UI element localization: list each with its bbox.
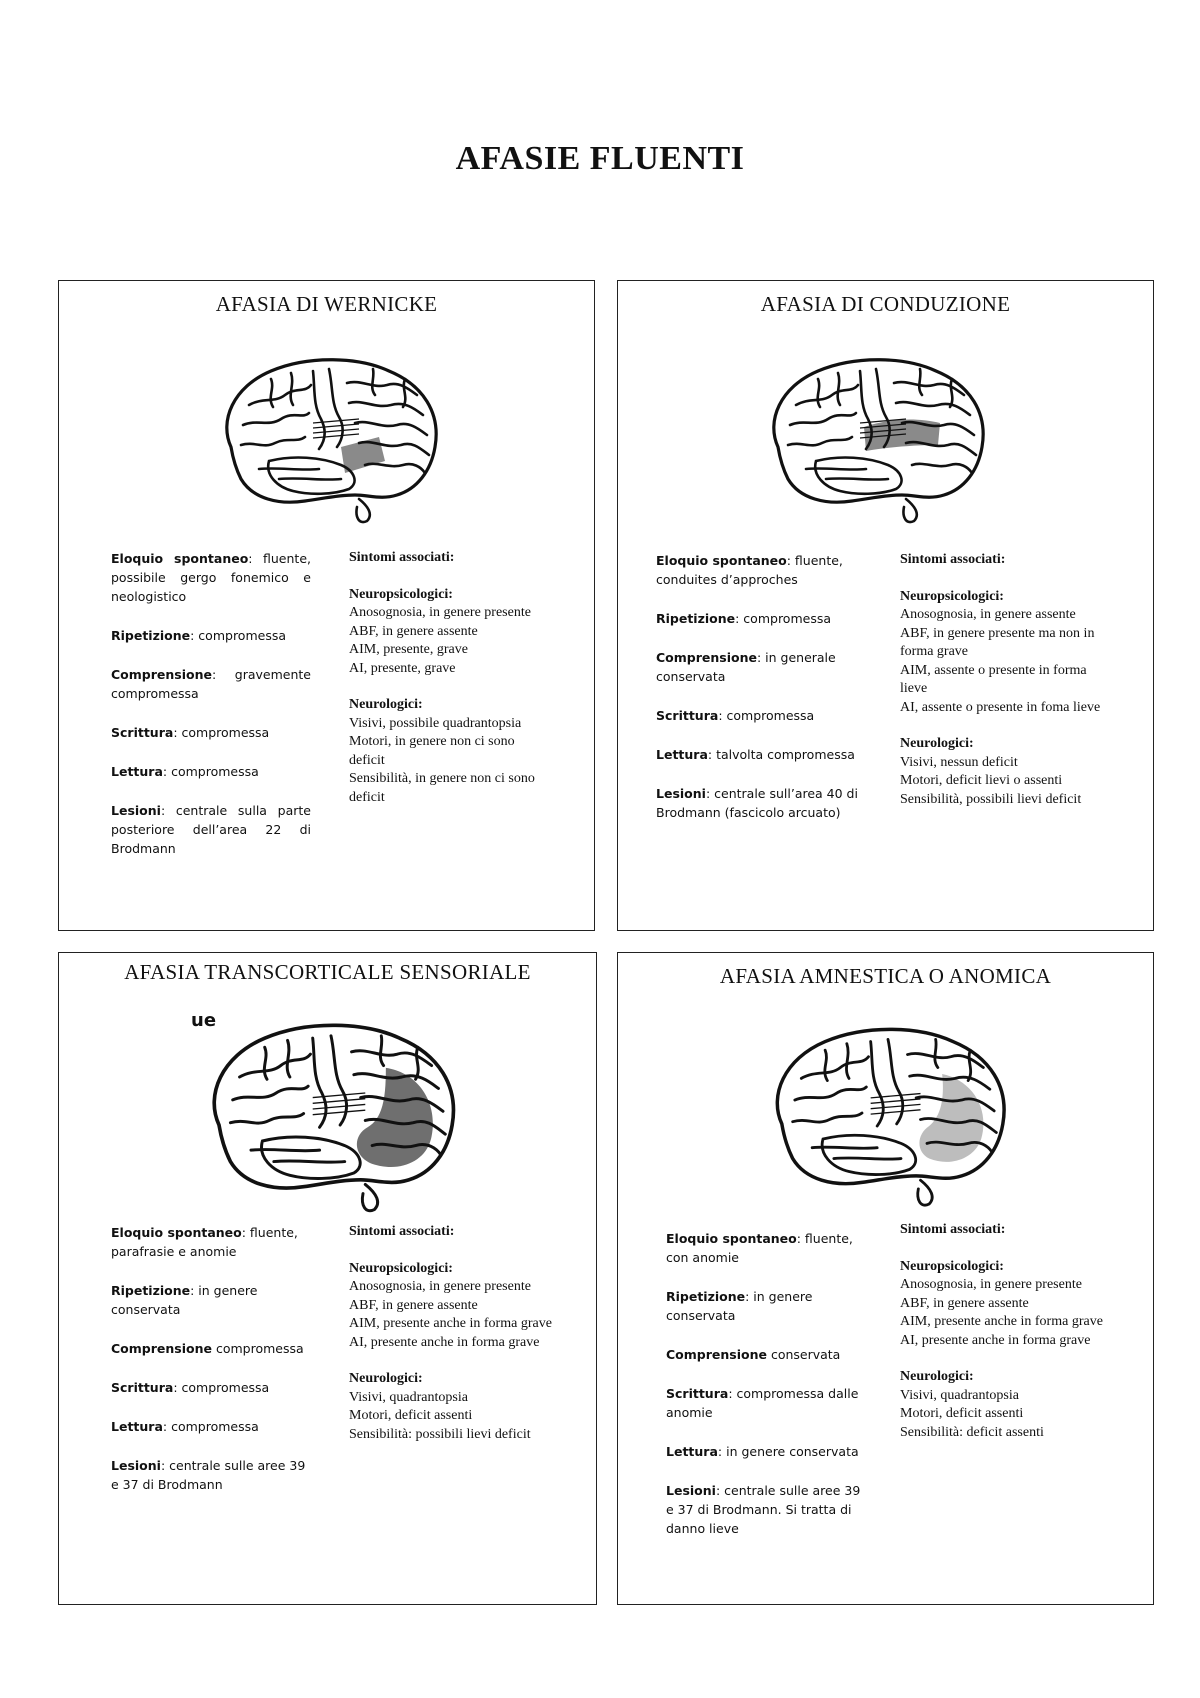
neuropsi-item: Anosognosia, in genere presente	[349, 605, 531, 620]
brain-gyrus	[822, 1135, 916, 1174]
feature-lettura: Lettura: talvolta compromessa	[656, 747, 855, 762]
brain-gyrus	[912, 464, 972, 473]
brain-gyrus	[259, 468, 319, 469]
panel-transcorticale-sensoriale	[58, 952, 597, 1605]
neuro-item: Visivi, nessun deficit	[900, 754, 1018, 770]
brain-gyrus	[838, 373, 840, 405]
panel-title: AFASIA DI WERNICKE	[215, 292, 438, 316]
symptoms-heading: Sintomi associati:	[349, 1224, 455, 1239]
clinical-features	[111, 549, 311, 878]
brain-gyrus	[825, 1050, 828, 1080]
brain-gyrus	[365, 464, 425, 473]
brain-gyrus	[268, 458, 354, 494]
brain-gyrus	[279, 478, 341, 479]
brain-lateral-view-icon	[209, 349, 449, 524]
feature-scrittura: Scrittura: compromessa	[111, 725, 270, 740]
associated-symptoms	[349, 1223, 554, 1444]
brain-gyrus	[894, 382, 964, 395]
neuropsi-heading: Neuropsicologici:	[900, 588, 1004, 604]
brain-gyrus	[416, 1047, 419, 1079]
symptoms-heading: Sintomi associati:	[349, 550, 455, 565]
fascicle-line	[313, 1099, 366, 1104]
feature-scrittura: Scrittura: compromessa	[111, 1380, 270, 1395]
neuropsi-item: ABF, in genere assente	[900, 1295, 1029, 1311]
neuro-item: Motori, deficit lievi o assenti	[900, 773, 1063, 788]
feature-lesioni: Lesioni: centrale sulle aree 39 e 37 di Brodmann. Si tratta di danno lieve	[666, 1483, 861, 1536]
panel-title: AFASIA AMNESTICA O ANOMICA	[719, 964, 1052, 988]
brain-gyrus	[347, 382, 417, 395]
lesion-area	[357, 1068, 433, 1167]
brain-gyrus	[801, 1057, 868, 1079]
fascicle-line	[313, 1110, 366, 1115]
brain-lateral-view-icon	[758, 1015, 1018, 1210]
fascicle-line	[871, 1110, 921, 1114]
feature-comprensione: Comprensione conservata	[666, 1347, 841, 1362]
neuropsi-heading: Neuropsicologici:	[349, 1260, 453, 1276]
neuro-item: Sensibilità: possibili lievi deficit	[349, 1426, 531, 1442]
panel-conduzione	[617, 280, 1154, 931]
feature-scrittura: Scrittura: compromessa dalle anomie	[666, 1386, 859, 1420]
feature-lettura: Lettura: in genere conservata	[666, 1444, 859, 1459]
neuropsi-item: AIM, presente anche in forma grave	[349, 1316, 552, 1331]
neuropsi-item: AI, presente, grave	[349, 660, 456, 676]
neuropsi-item: ABF, in genere assente	[349, 1297, 478, 1313]
neuro-heading: Neurologici:	[900, 736, 974, 751]
neuropsi-heading: Neuropsicologici:	[349, 586, 453, 602]
neuropsi-item: AI, assente o presente in foma lieve	[900, 699, 1101, 715]
brain-gyrus	[796, 385, 858, 405]
neuro-item: Visivi, quadrantopsia	[900, 1387, 1019, 1403]
brain-gyrus	[812, 1147, 877, 1148]
associated-symptoms	[900, 1221, 1105, 1442]
feature-lesioni: Lesioni: centrale sulla parte posteriore dell’area 22 di Brodmann	[111, 803, 311, 856]
brain-gyrus	[233, 1086, 308, 1100]
symptoms-heading: Sintomi associati:	[900, 552, 1006, 567]
neuro-item: Visivi, quadrantopsia	[349, 1389, 468, 1405]
panel-amnestica-anomica	[617, 952, 1154, 1605]
neuro-heading: Neurologici:	[349, 1371, 423, 1386]
feature-comprensione: Comprensione: in generale conservata	[656, 650, 836, 684]
feature-comprensione: Comprensione compromessa	[111, 1341, 304, 1356]
brain-gyrus	[291, 373, 293, 405]
neuro-item: Visivi, possibile quadrantopsia	[349, 715, 522, 731]
brain-gyrus	[826, 478, 888, 479]
brain-gyrus	[846, 1044, 849, 1079]
brain-gyrus	[240, 1054, 311, 1077]
brain-gyrus	[818, 379, 820, 407]
brain-gyrus	[352, 1051, 432, 1066]
brain-gyrus	[815, 458, 901, 494]
feature-eloquio: Eloquio spontaneo: fluente, conduites d’approches	[656, 553, 843, 587]
associated-symptoms	[900, 551, 1115, 809]
brain-gyrus	[241, 437, 305, 445]
brain-gyrus	[251, 1149, 320, 1150]
brain-gyrus	[274, 1161, 345, 1162]
brain-gyrus	[790, 413, 856, 425]
feature-eloquio: Eloquio spontaneo: fluente, parafrasie e anomie	[111, 1225, 298, 1259]
feature-lesioni: Lesioni: centrale sulle aree 39 e 37 di Brodmann	[111, 1458, 306, 1492]
neuro-item: Sensibilità, possibili lievi deficit	[900, 791, 1082, 807]
brain-gyrus	[950, 379, 952, 407]
neuropsi-heading: Neuropsicologici:	[900, 1258, 1004, 1274]
neuro-item: Motori, deficit assenti	[349, 1408, 473, 1423]
brain-gyrus	[372, 369, 375, 395]
brain-gyrus	[356, 499, 369, 522]
symptoms-heading: Sintomi associati:	[900, 1222, 1006, 1237]
brain-lateral-view-icon	[756, 349, 996, 524]
neuropsi-item: AI, presente anche in forma grave	[349, 1334, 540, 1350]
neuro-heading: Neurologici:	[349, 697, 423, 712]
feature-scrittura: Scrittura: compromessa	[656, 708, 815, 723]
brain-gyrus	[262, 1137, 361, 1178]
feature-ripetizione: Ripetizione: compromessa	[656, 611, 832, 626]
panel-title: AFASIA DI CONDUZIONE	[760, 292, 1011, 316]
neuropsi-item: Anosognosia, in genere assente	[900, 607, 1076, 622]
neuropsi-item: AIM, presente, grave	[349, 642, 468, 657]
fascicle-line	[871, 1099, 921, 1103]
neuropsi-item: AI, presente anche in forma grave	[900, 1332, 1091, 1348]
brain-gyrus	[349, 402, 423, 415]
fascicle-line	[313, 429, 359, 433]
brain-gyrus	[896, 402, 970, 415]
associated-symptoms	[349, 549, 549, 807]
brain-gyrus	[264, 1047, 267, 1079]
brain-gyrus	[788, 437, 852, 445]
brain-gyrus	[271, 379, 273, 407]
neuro-heading: Neurologici:	[900, 1369, 974, 1384]
feature-comprensione: Comprensione: gravemente compromessa	[111, 667, 311, 701]
brain-gyrus	[793, 1113, 862, 1122]
fascicle-line	[313, 1104, 366, 1109]
brain-gyrus	[834, 1158, 901, 1159]
brain-gyrus	[403, 379, 405, 407]
brain-gyrus	[380, 1036, 383, 1066]
feature-ripetizione: Ripetizione: in genere conservata	[111, 1283, 258, 1317]
neuropsi-item: AIM, assente o presente in forma lieve	[900, 662, 1087, 696]
brain-gyrus	[903, 499, 916, 522]
brain-gyrus	[249, 385, 311, 405]
feature-ripetizione: Ripetizione: compromessa	[111, 628, 287, 643]
brain-gyrus	[918, 1180, 932, 1205]
brain-gyrus	[968, 1050, 971, 1080]
brain-gyrus	[908, 1053, 984, 1067]
brain-gyrus	[287, 1040, 290, 1077]
neuropsi-item: ABF, in genere assente	[349, 623, 478, 639]
page-title: AFASIE FLUENTI	[455, 140, 745, 177]
neuropsi-item: Anosognosia, in genere presente	[349, 1279, 531, 1294]
neuropsi-item: ABF, in genere presente ma non in forma grave	[900, 625, 1095, 659]
feature-eloquio: Eloquio spontaneo: fluente, possibile gergo fonemico e neologistico	[111, 551, 311, 604]
neuropsi-item: AIM, presente anche in forma grave	[900, 1314, 1103, 1329]
neuro-item: Motori, deficit assenti	[900, 1406, 1024, 1421]
neuropsi-item: Anosognosia, in genere presente	[900, 1277, 1082, 1292]
brain-gyrus	[362, 1184, 377, 1210]
feature-ripetizione: Ripetizione: in genere conservata	[666, 1289, 813, 1323]
brain-gyrus	[919, 369, 922, 395]
clinical-features	[656, 551, 861, 842]
feature-lesioni: Lesioni: centrale sull’area 40 di Brodmann (fascicolo arcuato)	[656, 786, 858, 820]
neuro-item: Sensibilità: deficit assenti	[900, 1424, 1044, 1440]
brain-gyrus	[355, 422, 427, 435]
fascicle-line	[871, 1104, 921, 1108]
feature-lettura: Lettura: compromessa	[111, 764, 259, 779]
feature-lettura: Lettura: compromessa	[111, 1419, 259, 1434]
brain-gyrus	[230, 1114, 303, 1124]
brain-gyrus	[243, 413, 309, 425]
panel-title: AFASIA TRANSCORTICALE SENSORIALE	[124, 960, 531, 984]
clinical-features	[666, 1229, 866, 1558]
brain-gyrus	[795, 1087, 867, 1100]
fascicle-line	[313, 434, 359, 438]
brain-gyrus	[806, 468, 866, 469]
brain-gyrus	[935, 1039, 938, 1067]
clinical-features	[111, 1223, 311, 1514]
brain-lateral-view-icon	[191, 1013, 471, 1213]
feature-eloquio: Eloquio spontaneo: fluente, con anomie	[666, 1231, 853, 1265]
scan-artifact-label: ue	[191, 1010, 217, 1031]
neuro-item: Motori, in genere non ci sono deficit	[349, 734, 515, 768]
neuro-item: Sensibilità, in genere non ci sono deficit	[349, 771, 535, 805]
fascicle-line	[313, 424, 359, 428]
panel-wernicke	[58, 280, 595, 931]
